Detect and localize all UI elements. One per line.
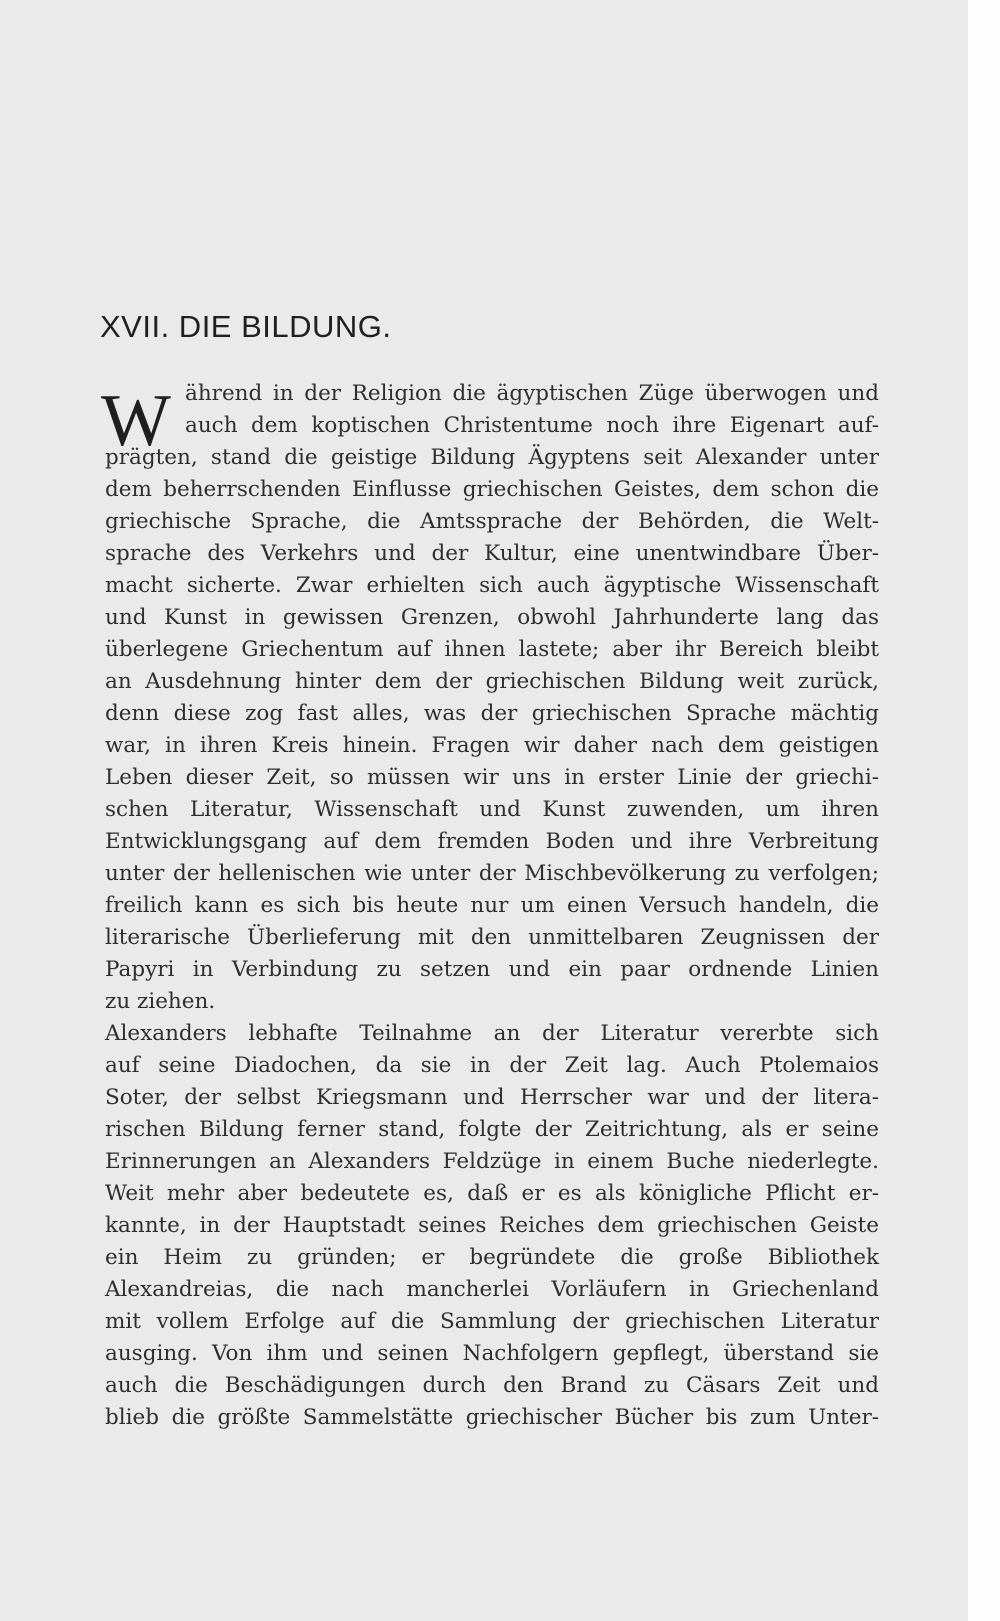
text-line: ährend in der Religion die ägyptischen Züge überwogen und — [185, 381, 879, 406]
text-line: Erinnerungen an Alexanders Feldzüge in einem Buche niederlegte. — [105, 1149, 879, 1174]
text-line: prägten, stand die geistige Bildung Ägyptens seit Alexander unter — [105, 445, 879, 470]
text-line: mit vollem Erfolge auf die Sammlung der griechischen Literatur — [105, 1309, 879, 1334]
text-line: dem beherrschenden Einflusse griechischen Geistes, dem schon die — [105, 477, 879, 502]
text-line: freilich kann es sich bis heute nur um einen Versuch handeln, die — [105, 893, 879, 918]
text-line: sprache des Verkehrs und der Kultur, eine unentwindbare Über- — [105, 541, 879, 566]
text-line: und Kunst in gewissen Grenzen, obwohl Jahrhunderte lang das — [105, 605, 879, 630]
drop-cap: W — [101, 380, 171, 462]
text-line: unter der hellenischen wie unter der Mischbevölkerung zu verfolgen; — [105, 861, 879, 886]
text-line: Weit mehr aber bedeutete es, daß er es als königliche Pflicht er- — [105, 1181, 879, 1206]
text-line: ein Heim zu gründen; er begründete die große Bibliothek — [105, 1245, 879, 1270]
chapter-title: XVII. DIE BILDUNG. — [100, 309, 392, 344]
text-line: zu ziehen. — [105, 989, 216, 1014]
text-line: auch die Beschädigungen durch den Brand zu Cäsars Zeit und — [105, 1373, 879, 1398]
text-line: Papyri in Verbindung zu setzen und ein paar ordnende Linien — [105, 957, 879, 982]
text-line: schen Literatur, Wissenschaft und Kunst zuwenden, um ihren — [105, 797, 879, 822]
text-line: kannte, in der Hauptstadt seines Reiches dem griechischen Geiste — [105, 1213, 879, 1238]
text-line: auf seine Diadochen, da sie in der Zeit lag. Auch Ptolemaios — [105, 1053, 879, 1078]
text-line: macht sicherte. Zwar erhielten sich auch ägyptische Wissenschaft — [105, 573, 879, 598]
text-line: war, in ihren Kreis hinein. Fragen wir daher nach dem geistigen — [105, 733, 879, 758]
text-line: Alexandreias, die nach mancherlei Vorläufern in Griechenland — [105, 1277, 879, 1302]
page-edge — [968, 0, 1000, 1621]
text-line: ausging. Von ihm und seinen Nachfolgern gepflegt, überstand sie — [105, 1341, 879, 1366]
text-line: auch dem koptischen Christentume noch ihre Eigenart auf- — [185, 413, 879, 438]
text-line: überlegene Griechentum auf ihnen lastete; aber ihr Bereich bleibt — [105, 637, 879, 662]
text-line: denn diese zog fast alles, was der griechischen Sprache mächtig — [105, 701, 879, 726]
text-line: Soter, der selbst Kriegsmann und Herrscher war und der litera- — [105, 1085, 879, 1110]
text-line: griechische Sprache, die Amtssprache der Behörden, die Welt- — [105, 509, 879, 534]
text-line: literarische Überlieferung mit den unmittelbaren Zeugnissen der — [105, 925, 879, 950]
text-line: blieb die größte Sammelstätte griechischer Bücher bis zum Unter- — [105, 1405, 879, 1430]
text-line: Entwicklungsgang auf dem fremden Boden und ihre Verbreitung — [105, 829, 879, 854]
text-line: an Ausdehnung hinter dem der griechischen Bildung weit zurück, — [105, 669, 879, 694]
text-line: rischen Bildung ferner stand, folgte der Zeitrichtung, als er seine — [105, 1117, 879, 1142]
text-line: Alexanders lebhafte Teilnahme an der Literatur vererbte sich — [105, 1021, 879, 1046]
text-line: Leben dieser Zeit, so müssen wir uns in erster Linie der griechi- — [105, 765, 879, 790]
